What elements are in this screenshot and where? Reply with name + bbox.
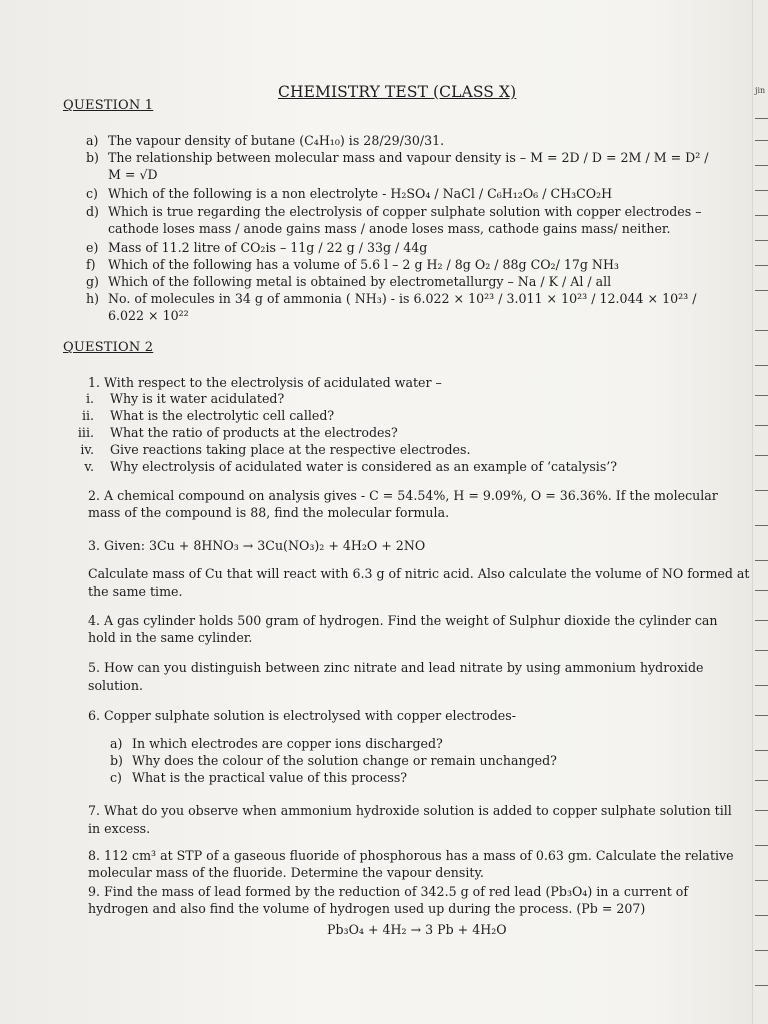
q1-item-b [86, 150, 709, 165]
item-label: a) [110, 736, 123, 751]
q1-item-a [86, 133, 444, 148]
q2-8-line-1: 8. 112 cm³ at STP of a gaseous fluoride of phosphorous has a mass of 0.63 gm. Calculate the relative [88, 848, 734, 863]
item-label: c) [86, 186, 98, 201]
item-label: g) [86, 274, 99, 289]
q2-2-line-1: 2. A chemical compound on analysis gives - C = 54.54%, H = 9.09%, O = 36.36%. If the molecular [88, 488, 718, 503]
item-label: iii. [77, 425, 94, 440]
item-text: No. of molecules in 34 g of ammonia ( NH₃) - is 6.022 × 10²³ / 3.011 × 10²³ / 12.044 × 10²³ / [108, 291, 697, 306]
q2-4-line-2: hold in the same cylinder. [88, 630, 253, 645]
edge-text: jin [755, 86, 766, 95]
item-text: The relationship between molecular mass and vapour density is – M = 2D / D = 2M / M = D² / [108, 150, 709, 165]
item-text: Mass of 11.2 litre of CO₂is – 11g / 22 g / 33g / 44g [108, 240, 428, 255]
item-label: d) [86, 204, 99, 219]
q2-6-intro: 6. Copper sulphate solution is electrolysed with copper electrodes- [88, 708, 516, 723]
q2-6-sub-a [110, 736, 443, 751]
test-title: CHEMISTRY TEST (CLASS X) [278, 83, 517, 101]
item-text: Which of the following has a volume of 5.6 l – 2 g H₂ / 8g O₂ / 88g CO₂/ 17g NH₃ [108, 257, 619, 272]
q2-3-given: 3. Given: 3Cu + 8HNO₃ → 3Cu(NO₃)₂ + 4H₂O + 2NO [88, 538, 426, 553]
q2-5-line-1: 5. How can you distinguish between zinc nitrate and lead nitrate by using ammonium hydroxide [88, 660, 704, 675]
q2-1-sub-i [70, 391, 284, 406]
item-label: b) [110, 753, 123, 768]
item-text: Why electrolysis of acidulated water is considered as an example of ‘catalysis’? [110, 459, 618, 474]
q2-9-line-1: 9. Find the mass of lead formed by the reduction of 342.5 g of red lead (Pb₃O₄) in a current of [88, 884, 689, 899]
q2-5-line-2: solution. [88, 678, 143, 693]
q2-6-sub-c [110, 770, 407, 785]
item-text: What is the electrolytic cell called? [110, 408, 335, 423]
item-label: a) [86, 133, 99, 148]
q2-2-line-2: mass of the compound is 88, find the molecular formula. [88, 505, 450, 520]
q1-item-h [86, 291, 696, 306]
item-label: b) [86, 150, 99, 165]
question-2-heading: QUESTION 2 [63, 340, 154, 355]
q2-3-line-2: the same time. [88, 584, 183, 599]
q2-1-sub-v [70, 459, 617, 474]
question-1-heading: QUESTION 1 [63, 98, 154, 113]
q2-1-sub-iii [70, 425, 398, 440]
item-label: iv. [80, 442, 94, 457]
item-text: Give reactions taking place at the respective electrodes. [110, 442, 471, 457]
item-text: Which of the following metal is obtained by electrometallurgy – Na / K / Al / all [108, 274, 612, 289]
item-label: e) [86, 240, 99, 255]
item-label: h) [86, 291, 100, 306]
q2-1-sub-ii [70, 408, 334, 423]
q2-6-sub-b [110, 753, 557, 768]
q2-1-intro: 1. With respect to the electrolysis of acidulated water – [88, 375, 442, 390]
q2-7-line-2: in excess. [88, 821, 151, 836]
q1-item-c [86, 186, 612, 201]
q1-item-b-continued: M = √D [108, 167, 158, 182]
item-label: ii. [81, 408, 94, 423]
item-text: Why does the colour of the solution change or remain unchanged? [132, 753, 557, 768]
q1-item-g [86, 274, 611, 289]
q2-9-line-2: hydrogen and also find the volume of hydrogen used up during the process. (Pb = 207) [88, 901, 646, 916]
q2-4-line-1: 4. A gas cylinder holds 500 gram of hydrogen. Find the weight of Sulphur dioxide the cylinder can [88, 613, 718, 628]
item-label: i. [85, 391, 94, 406]
item-text: Why is it water acidulated? [110, 391, 285, 406]
item-text: Which is true regarding the electrolysis of copper sulphate solution with copper electrodes – [108, 204, 702, 219]
item-text: In which electrodes are copper ions discharged? [132, 736, 443, 751]
item-text: Which of the following is a non electrolyte - H₂SO₄ / NaCl / C₆H₁₂O₆ / CH₃CO₂H [108, 186, 613, 201]
q2-8-line-2: molecular mass of the fluoride. Determine the vapour density. [88, 865, 484, 880]
item-label: c) [110, 770, 122, 785]
q2-1-sub-iv [70, 442, 470, 457]
q1-item-h-continued: 6.022 × 10²² [108, 308, 189, 323]
q1-item-d [86, 204, 702, 219]
q2-9-equation: Pb₃O₄ + 4H₂ → 3 Pb + 4H₂O [327, 922, 507, 937]
q1-item-f [86, 257, 619, 272]
item-text: What is the practical value of this process? [132, 770, 408, 785]
item-label: v. [84, 459, 94, 474]
item-text: The vapour density of butane (C₄H₁₀) is 28/29/30/31. [108, 133, 445, 148]
q2-7-line-1: 7. What do you observe when ammonium hydroxide solution is added to copper sulphate solution till [88, 803, 732, 818]
q1-item-d-continued: cathode loses mass / anode gains mass / anode loses mass, cathode gains mass/ neither. [108, 221, 671, 236]
item-label: f) [86, 257, 96, 272]
adjacent-page-edge [752, 0, 768, 1024]
q2-3-line-1: Calculate mass of Cu that will react with 6.3 g of nitric acid. Also calculate the volume of NO formed at [88, 566, 750, 581]
item-text: What the ratio of products at the electrodes? [110, 425, 398, 440]
q1-item-e [86, 240, 427, 255]
